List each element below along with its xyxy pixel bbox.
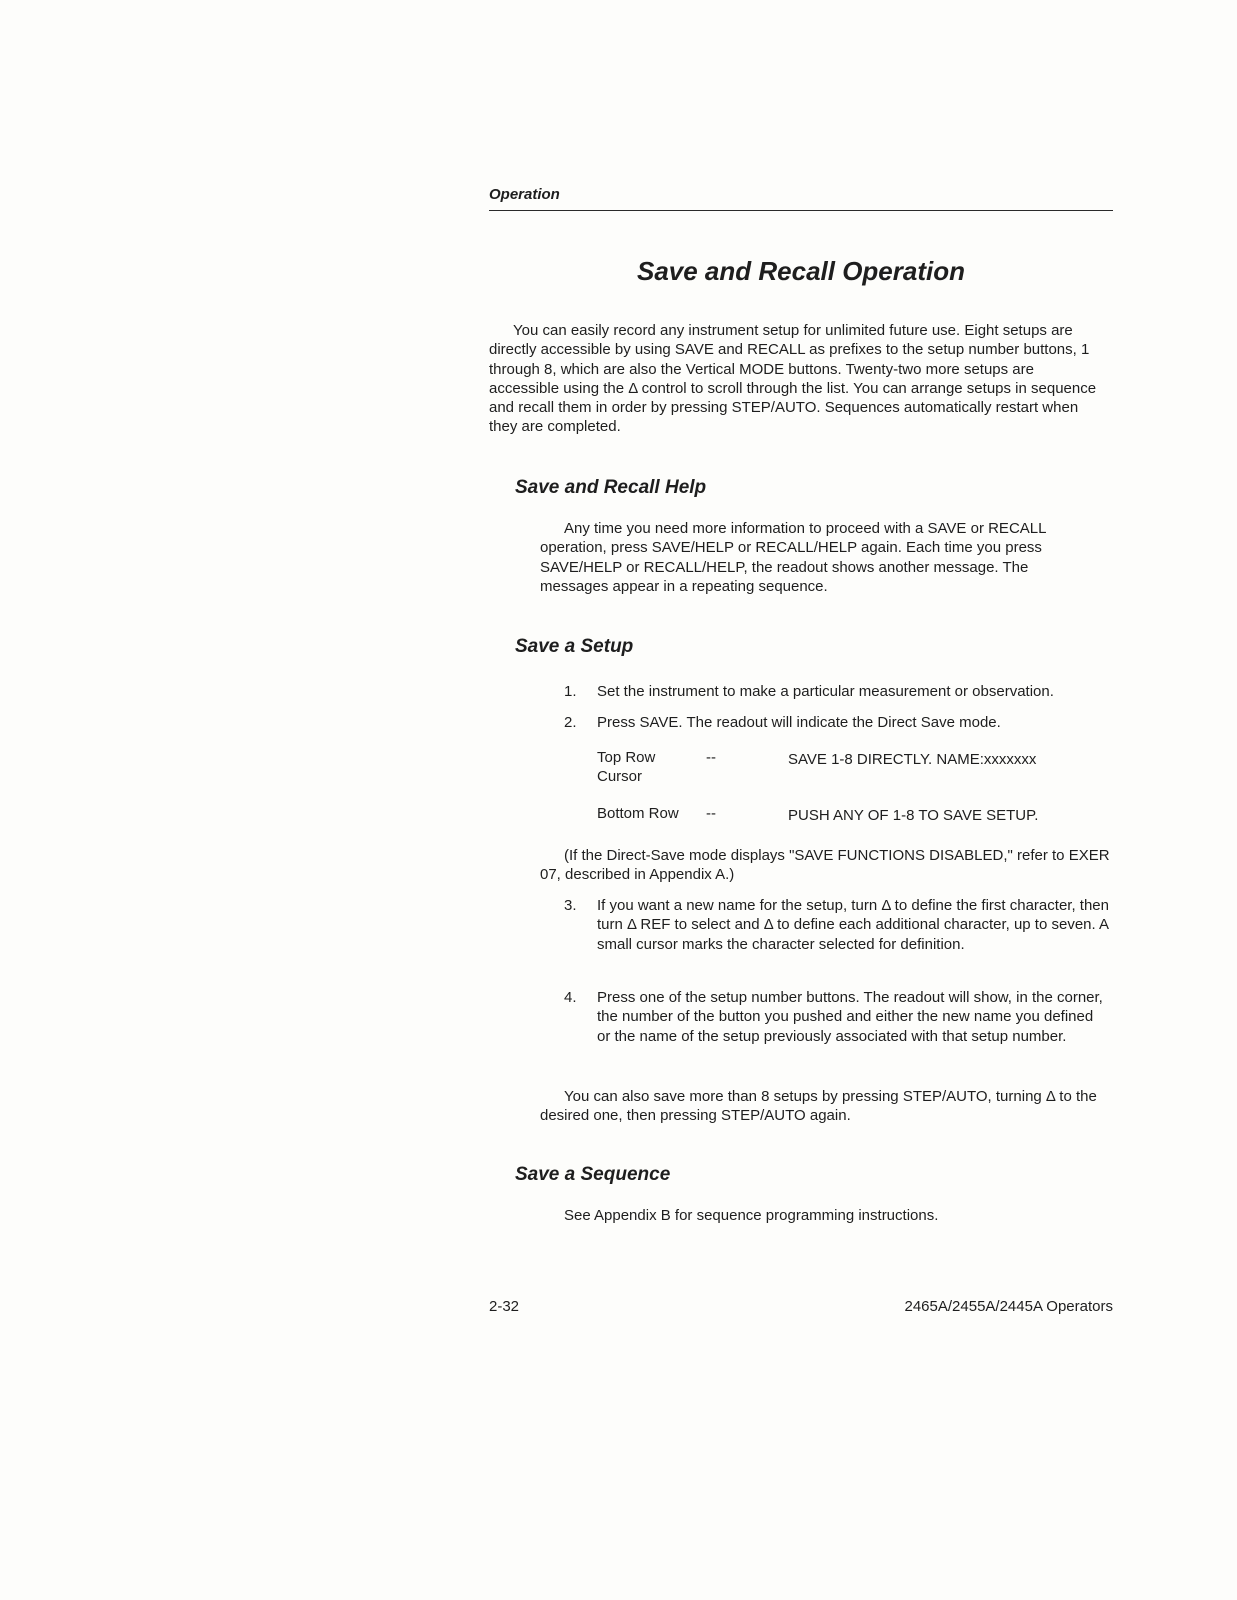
step-number: 1. bbox=[564, 683, 577, 700]
help-paragraph: Any time you need more information to proceed with a SAVE or RECALL operation, press SAVE/HELP or RECALL/HELP again. Each time you press SAVE/HELP or RECALL/HELP, the readout shows another message. The messages appear in a repeating sequence. bbox=[540, 520, 1046, 595]
step-number: 4. bbox=[564, 989, 577, 1006]
step-3 bbox=[540, 896, 1110, 954]
page-title: Save and Recall Operation bbox=[636, 256, 965, 286]
readout-top-row-dash: -- bbox=[706, 749, 716, 766]
direct-save-note: (If the Direct-Save mode displays "SAVE FUNCTIONS DISABLED," refer to EXER 07, described in Appendix A.) bbox=[540, 847, 1110, 884]
intro-paragraph: You can easily record any instrument setup for unlimited future use. Eight setups are directly accessible by using SAVE and RECALL as prefixes to the setup number buttons, 1 through 8, which are also the Vertical MODE buttons. Twenty-two more setups are accessible using the Δ control to scroll through the list. You can arrange setups in sequence and recall them in order by pressing STEP/AUTO. Sequences automatically restart when they are completed. bbox=[489, 322, 1097, 436]
heading-save-recall-help: Save and Recall Help bbox=[515, 477, 707, 498]
step-text: If you want a new name for the setup, turn Δ to define the first character, then turn Δ REF to select and Δ to define each additional character, up to seven. A small cursor marks the character selected for definition. bbox=[597, 897, 1109, 953]
readout-cursor-label: Cursor bbox=[597, 768, 643, 785]
step-4 bbox=[540, 988, 1110, 1046]
step-number: 2. bbox=[564, 714, 577, 731]
readout-bottom-row-dash: -- bbox=[706, 805, 716, 822]
readout-bottom-row-value: PUSH ANY OF 1-8 TO SAVE SETUP. bbox=[788, 807, 1039, 824]
step-text: Press SAVE. The readout will indicate the Direct Save mode. bbox=[597, 714, 1001, 731]
readout-top-row-label: Top Row bbox=[597, 749, 656, 766]
page-number: 2-32 bbox=[489, 1298, 520, 1315]
manual-title: 2465A/2455A/2445A Operators bbox=[904, 1298, 1113, 1315]
step-text: Set the instrument to make a particular measurement or observation. bbox=[597, 683, 1054, 700]
heading-save-sequence: Save a Sequence bbox=[515, 1164, 671, 1185]
step-text: Press one of the setup number buttons. The readout will show, in the corner, the number of the button you pushed and either the new name you defined or the name of the setup previously associated with that setup number. bbox=[597, 989, 1103, 1045]
running-header-section: Operation bbox=[489, 186, 560, 203]
step-2 bbox=[540, 713, 1110, 732]
readout-top-row-value: SAVE 1-8 DIRECTLY. NAME:xxxxxxx bbox=[788, 751, 1037, 768]
step-number: 3. bbox=[564, 897, 577, 914]
readout-bottom-row-label: Bottom Row bbox=[597, 805, 679, 822]
heading-save-setup: Save a Setup bbox=[515, 636, 634, 657]
step-1 bbox=[540, 682, 1110, 701]
header-rule bbox=[489, 210, 1113, 211]
sequence-paragraph: See Appendix B for sequence programming instructions. bbox=[564, 1207, 939, 1224]
save-more-paragraph: You can also save more than 8 setups by pressing STEP/AUTO, turning Δ to the desired one, then pressing STEP/AUTO again. bbox=[540, 1088, 1097, 1125]
